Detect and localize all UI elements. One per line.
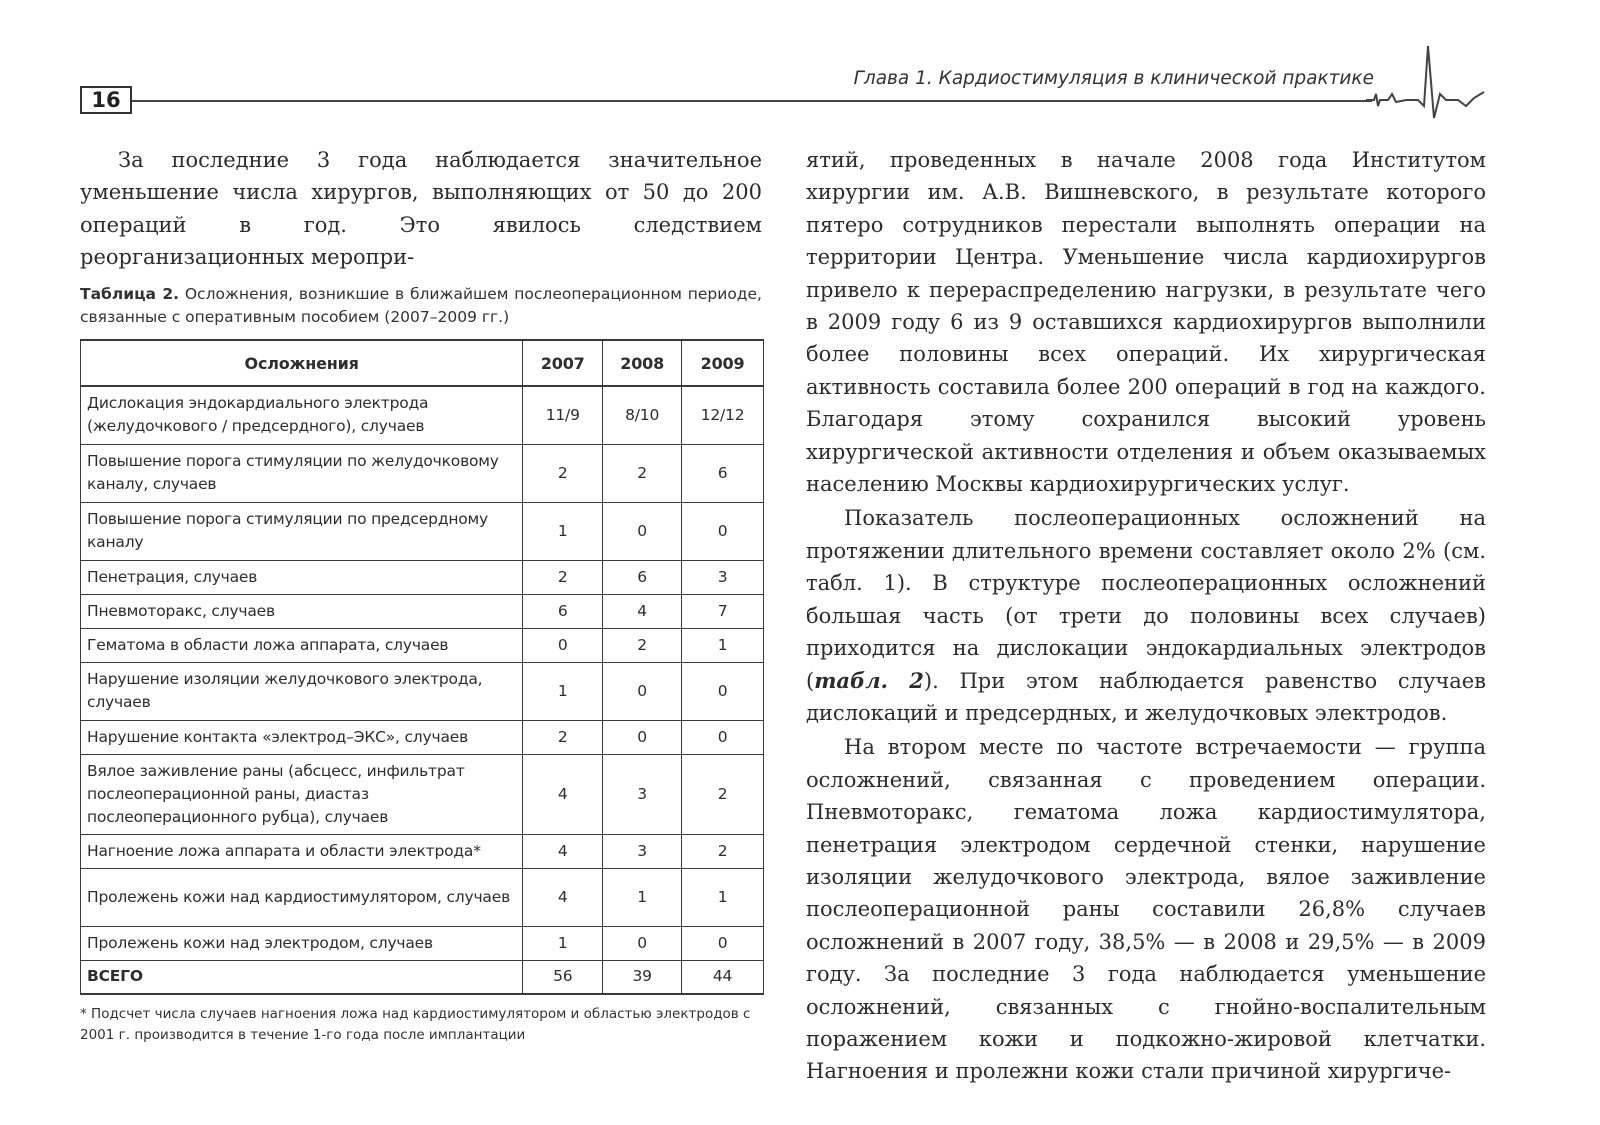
value-2007: 1 bbox=[523, 502, 603, 560]
table-row bbox=[81, 926, 764, 960]
value-2008: 3 bbox=[603, 834, 682, 868]
value-2009: 1 bbox=[682, 628, 764, 662]
table-row bbox=[81, 628, 764, 662]
total-2009: 44 bbox=[682, 960, 764, 994]
value-2008: 1 bbox=[603, 868, 682, 926]
value-2009: 2 bbox=[682, 834, 764, 868]
value-2008: 4 bbox=[603, 594, 682, 628]
table-row bbox=[81, 560, 764, 594]
row-name: Гематома в области ложа аппарата, случаев bbox=[81, 628, 523, 662]
value-2007: 2 bbox=[523, 444, 603, 502]
total-label: ВСЕГО bbox=[81, 960, 523, 994]
table-row bbox=[81, 720, 764, 754]
row-name: Пенетрация, случаев bbox=[81, 560, 523, 594]
paragraph-2-text: Показатель послеоперационных осложнений на протяжении длительного времени составляет около 2% (см. табл. 1). В структуре послеоперационных осложнений большая часть (от трети до половины всех случаев) приходится на дислокации эндокардиальных электродов ( bbox=[806, 506, 1486, 693]
value-2007: 4 bbox=[523, 834, 603, 868]
table-footnote: * Подсчет числа случаев нагноения ложа над кардиостимулятором и областью электродов с 2001 г. производится в течение 1-го года после имплантации bbox=[80, 1006, 751, 1043]
complications-table bbox=[80, 339, 764, 995]
value-2007: 1 bbox=[523, 926, 603, 960]
value-2007: 4 bbox=[523, 868, 603, 926]
value-2009: 0 bbox=[682, 926, 764, 960]
value-2008: 2 bbox=[603, 628, 682, 662]
table-row bbox=[81, 662, 764, 720]
row-name: Пневмоторакс, случаев bbox=[81, 594, 523, 628]
row-name: Нагноение ложа аппарата и области электрода* bbox=[81, 834, 523, 868]
value-2009: 6 bbox=[682, 444, 764, 502]
value-2007: 2 bbox=[523, 720, 603, 754]
paragraph-2-text-end: ). При этом наблюдается равенство случаев дислокаций и предсердных, и желудочковых электродов. bbox=[806, 668, 1486, 725]
row-name: Нарушение изоляции желудочкового электрода, случаев bbox=[81, 662, 523, 720]
value-2007: 4 bbox=[523, 754, 603, 834]
value-2007: 0 bbox=[523, 628, 603, 662]
value-2009: 0 bbox=[682, 502, 764, 560]
row-name: Дислокация эндокардиального электрода (желудочкового / предсердного), случаев bbox=[81, 386, 523, 444]
value-2008: 3 bbox=[603, 754, 682, 834]
row-name: Повышение порога стимуляции по желудочковому каналу, случаев bbox=[81, 444, 523, 502]
value-2008: 0 bbox=[603, 926, 682, 960]
value-2008: 8/10 bbox=[603, 386, 682, 444]
row-name: Пролежень кожи над электродом, случаев bbox=[81, 926, 523, 960]
value-2007: 1 bbox=[523, 662, 603, 720]
row-name: Повышение порога стимуляции по предсердному каналу bbox=[81, 502, 523, 560]
table-row bbox=[81, 386, 764, 444]
table-total-row bbox=[81, 960, 764, 994]
value-2008: 6 bbox=[603, 560, 682, 594]
value-2009: 3 bbox=[682, 560, 764, 594]
table-header-row bbox=[81, 340, 764, 386]
value-2008: 0 bbox=[603, 720, 682, 754]
table-row bbox=[81, 834, 764, 868]
header-complications: Осложнения bbox=[81, 340, 523, 386]
table-row bbox=[81, 594, 764, 628]
right-paragraph-2 bbox=[806, 502, 1486, 729]
page-number: 16 bbox=[80, 86, 132, 114]
table-row bbox=[81, 868, 764, 926]
header-2009: 2009 bbox=[682, 340, 764, 386]
table-reference-link: табл. 2 bbox=[814, 667, 924, 693]
value-2008: 2 bbox=[603, 444, 682, 502]
table-caption bbox=[80, 283, 762, 329]
value-2009: 2 bbox=[682, 754, 764, 834]
value-2009: 0 bbox=[682, 662, 764, 720]
complications-table-wrap bbox=[80, 339, 764, 995]
total-2008: 39 bbox=[603, 960, 682, 994]
ecg-waveform-icon bbox=[1366, 44, 1486, 124]
row-name: Вялое заживление раны (абсцесс, инфильтрат послеоперационной раны, диастаз послеоперационного рубца), случаев bbox=[81, 754, 523, 834]
value-2008: 0 bbox=[603, 662, 682, 720]
value-2008: 0 bbox=[603, 502, 682, 560]
right-paragraph-1: ятий, проведенных в начале 2008 года Институтом хирургии им. А.В. Вишневского, в результате которого пятеро сотрудников перестали выполнять операции на территории Центра. Уменьшение числа кардиохирургов привело к перераспределению нагрузки, в результате чего в 2009 году 6 из 9 оставшихся кардиохирургов выполнили более половины всех операций. Их хирургическая активность составила более 200 операций в год на каждого. Благодаря этому сохранился высокий уровень хирургической активности отделения и объем оказываемых населению Москвы кардиохирургических услуг. bbox=[806, 148, 1486, 497]
left-column-text bbox=[80, 144, 762, 274]
right-paragraph-3: На втором месте по частоте встречаемости — группа осложнений, связанная с проведением операции. Пневмоторакс, гематома ложа кардиостимулятора, пенетрация электродом сердечной стенки, нарушение изоляции желудочкового электрода, вялое заживление послеоперационной раны составили 26,8% случаев осложнений в 2007 году, 38,5% — в 2008 и 29,5% — в 2009 году. За последние 3 года наблюдается уменьшение осложнений, связанных с гнойно-воспалительным поражением кожи и подкожно-жировой клетчатки. Нагноения и пролежни кожи стали причиной хирургиче- bbox=[806, 735, 1486, 1084]
table-caption-label: Таблица 2. bbox=[80, 285, 180, 303]
value-2009: 1 bbox=[682, 868, 764, 926]
total-2007: 56 bbox=[523, 960, 603, 994]
table-row bbox=[81, 502, 764, 560]
header-2008: 2008 bbox=[603, 340, 682, 386]
row-name: Нарушение контакта «электрод–ЭКС», случаев bbox=[81, 720, 523, 754]
table-row bbox=[81, 444, 764, 502]
header-2007: 2007 bbox=[523, 340, 603, 386]
value-2007: 2 bbox=[523, 560, 603, 594]
table-caption-text: Осложнения, возникшие в ближайшем послеоперационном периоде, связанные с оперативным пособием (2007–2009 гг.) bbox=[80, 285, 762, 326]
value-2007: 6 bbox=[523, 594, 603, 628]
right-column-text bbox=[806, 144, 1486, 1088]
header-rule bbox=[132, 100, 1372, 102]
row-name: Пролежень кожи над кардиостимулятором, случаев bbox=[81, 868, 523, 926]
table-row bbox=[81, 754, 764, 834]
value-2009: 7 bbox=[682, 594, 764, 628]
value-2009: 0 bbox=[682, 720, 764, 754]
value-2007: 11/9 bbox=[523, 386, 603, 444]
left-paragraph: За последние 3 года наблюдается значительное уменьшение числа хирургов, выполняющих от 50 до 200 операций в год. Это явилось следствием реорганизационных меропри- bbox=[80, 148, 762, 270]
chapter-title: Глава 1. Кардиостимуляция в клинической практике bbox=[853, 68, 1374, 89]
value-2009: 12/12 bbox=[682, 386, 764, 444]
